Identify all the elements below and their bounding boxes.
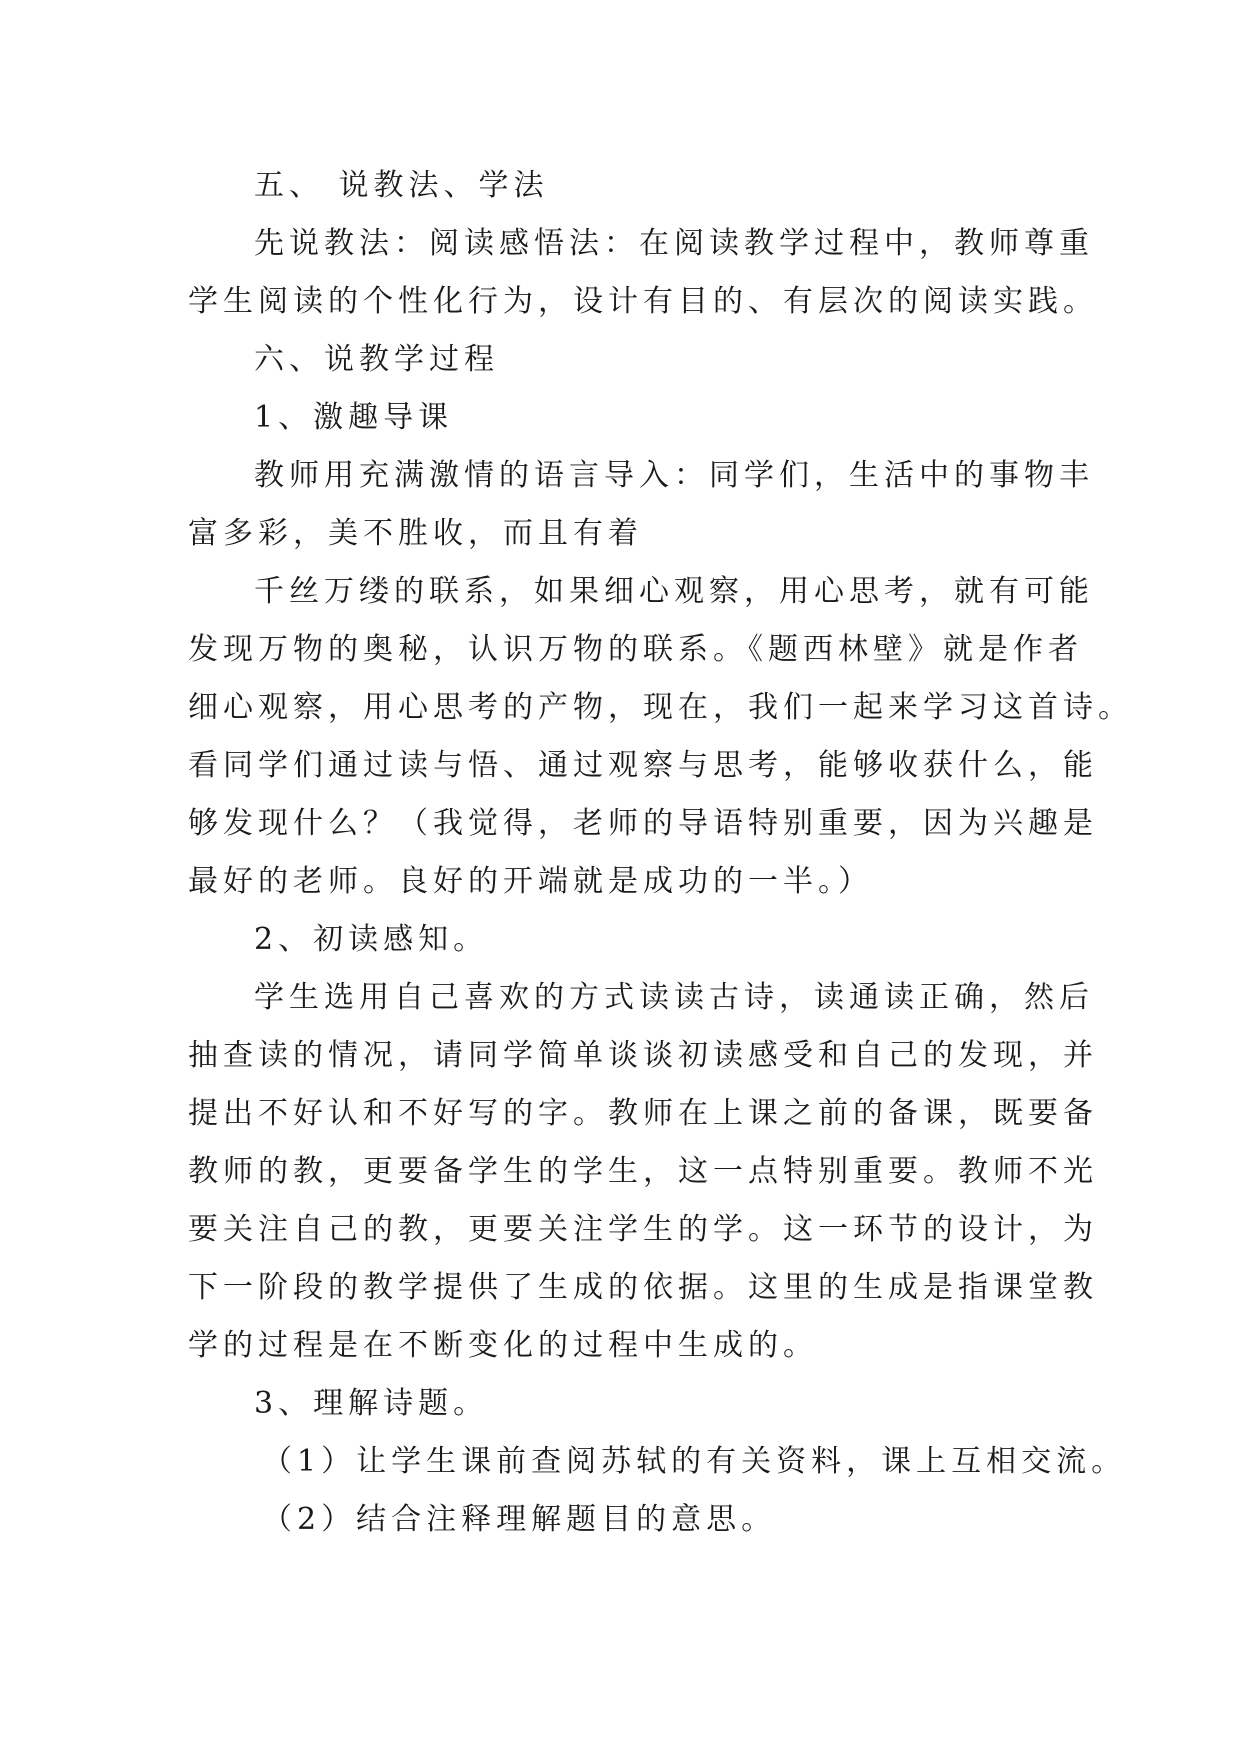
list-item: （2）结合注释理解题目的意思。 <box>262 1502 777 1537</box>
paragraph-line: 够发现什么？（我觉得，老师的导语特别重要，因为兴趣是 <box>188 806 1098 841</box>
paragraph-line: 下一阶段的教学提供了生成的依据。这里的生成是指课堂教 <box>188 1270 1098 1305</box>
paragraph-line: 学生选用自己喜欢的方式读读古诗，读通读正确，然后 <box>254 980 1094 1015</box>
paragraph-line: 提出不好认和不好写的字。教师在上课之前的备课，既要备 <box>188 1096 1098 1131</box>
paragraph-line: 富多彩，美不胜收，而且有着 <box>188 516 643 551</box>
paragraph-line: 先说教法：阅读感悟法：在阅读教学过程中，教师尊重 <box>254 226 1094 261</box>
subheading-3: 3、理解诗题。 <box>254 1386 489 1421</box>
paragraph-line: 最好的老师。良好的开端就是成功的一半。） <box>188 864 873 899</box>
section-heading-5: 五、 说教法、学法 <box>254 168 549 203</box>
paragraph-line: 千丝万缕的联系，如果细心观察，用心思考，就有可能 <box>254 574 1094 609</box>
paragraph-line: 学的过程是在不断变化的过程中生成的。 <box>188 1328 818 1363</box>
list-item: （1）让学生课前查阅苏轼的有关资料，课上互相交流。 <box>262 1444 1127 1479</box>
section-heading-6: 六、说教学过程 <box>254 342 499 377</box>
paragraph-line: 看同学们通过读与悟、通过观察与思考，能够收获什么，能 <box>188 748 1098 783</box>
paragraph-line: 细心观察，用心思考的产物，现在，我们一起来学习这首诗。 <box>188 690 1133 725</box>
paragraph-line: 教师的教，更要备学生的学生，这一点特别重要。教师不光 <box>188 1154 1098 1189</box>
paragraph-line: 发现万物的奥秘，认识万物的联系。《题西林壁》就是作者 <box>188 632 1083 667</box>
subheading-1: 1、激趣导课 <box>254 400 454 435</box>
paragraph-line: 教师用充满激情的语言导入：同学们，生活中的事物丰 <box>254 458 1094 493</box>
subheading-2: 2、初读感知。 <box>254 922 489 957</box>
paragraph-line: 要关注自己的教，更要关注学生的学。这一环节的设计，为 <box>188 1212 1098 1247</box>
paragraph-line: 学生阅读的个性化行为，设计有目的、有层次的阅读实践。 <box>188 284 1098 319</box>
paragraph-line: 抽查读的情况，请同学简单谈谈初读感受和自己的发现，并 <box>188 1038 1098 1073</box>
